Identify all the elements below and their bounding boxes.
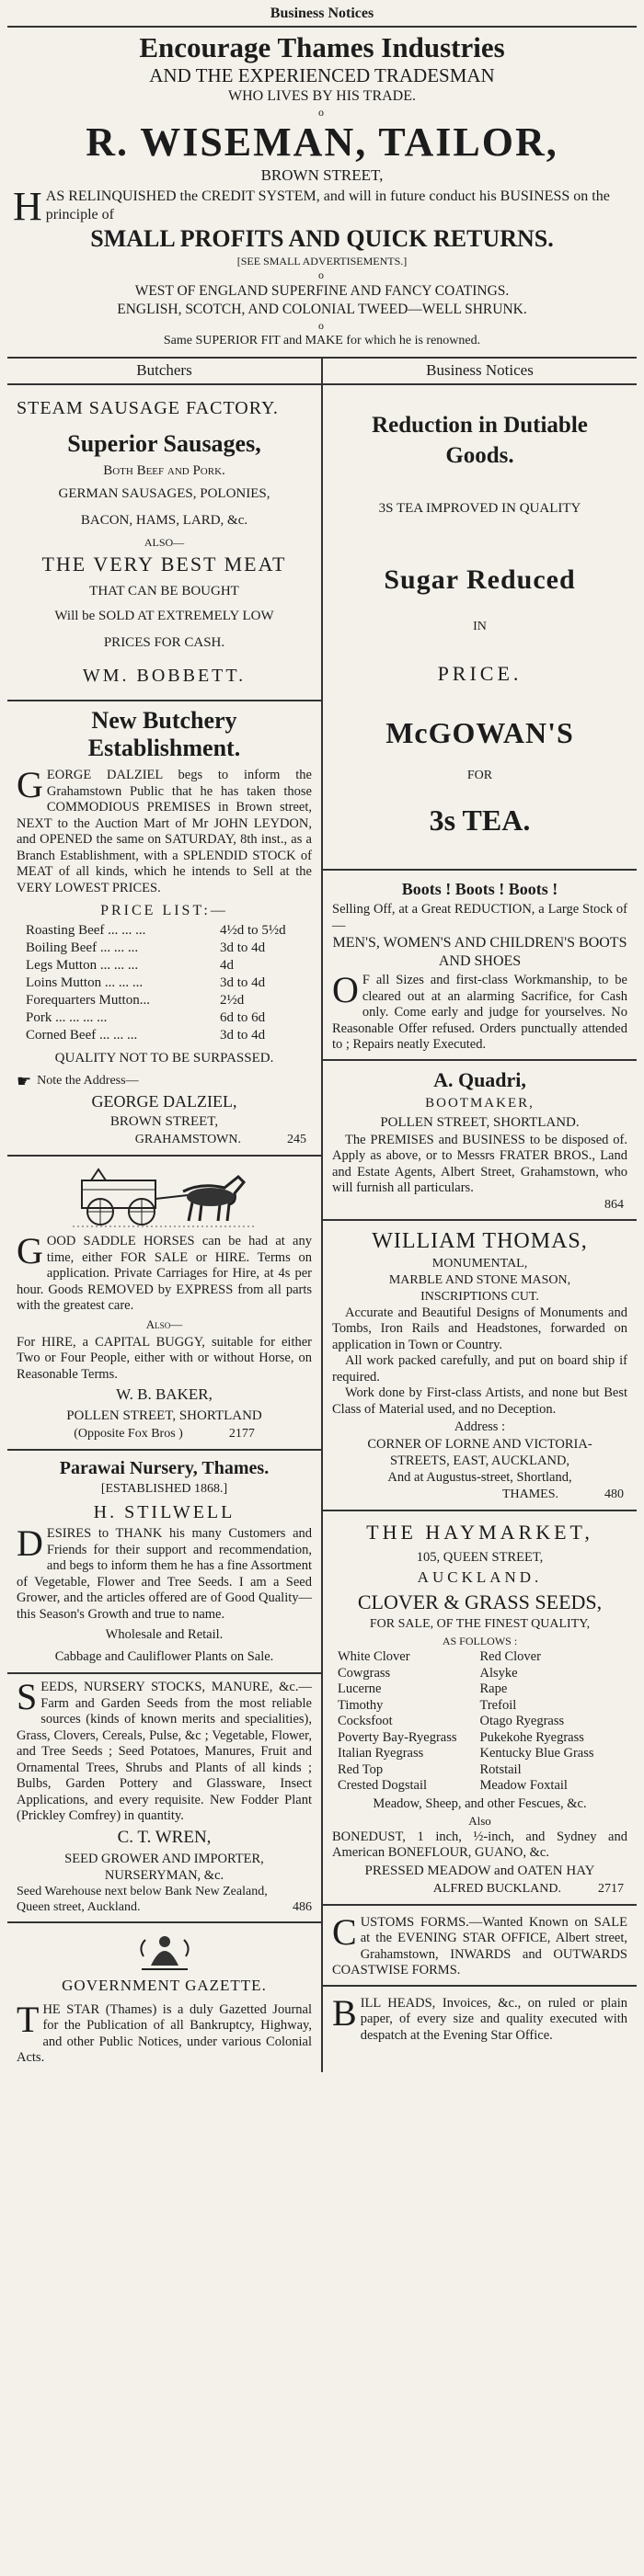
gazette-dropcap: T [17,2001,40,2040]
seed-item: Poverty Bay-Ryegrass [338,1729,457,1745]
price-value: 6d to 6d [220,1010,266,1025]
horses-opposite: (Opposite Fox Bros ) [74,1427,183,1441]
seed-item: Alsyke [479,1665,518,1681]
price-list [17,922,312,1044]
price-row [26,1009,303,1027]
haymarket-sub: FOR SALE, OF THE FINEST QUALITY, [369,1617,591,1631]
thomas-address-3: And at Augustus-street, Shortland, [387,1470,572,1485]
nursery-wholesale: Wholesale and Retail. [105,1627,224,1642]
thomas-body-2: All work packed carefully, and put on board ship if required. [332,1353,627,1385]
left-column-heading: Butchers [136,361,192,379]
price-list-title: PRICE LIST:— [100,903,228,918]
wren-title-2: NURSERYMAN, &c. [104,1867,224,1883]
gazette-title: GOVERNMENT GAZETTE. [62,1976,267,1994]
price-item: Loins Mutton ... ... ... [26,975,144,990]
price-row [26,957,303,975]
boots-ad [323,871,637,1059]
boots-body: F all Sizes and first-class Workmanship, to be cleared out at an alarming Sacrifice, for Cash only. Come early and judge for yourselves. No Reasonable Offer refused. Orders punctually attended to ; Repairs neatly Executed. [332,973,627,1052]
header-title: Business Notices [270,6,374,21]
price-value: 4½d to 5½d [220,923,286,938]
sausage-prices: PRICES FOR CASH. [103,635,225,650]
haymarket-pressed: PRESSED MEADOW and OATEN HAY [364,1863,595,1878]
butchery-dropcap: G [17,768,43,805]
customs-dropcap: C [332,1914,357,1953]
price-item: Legs Mutton ... ... ... [26,958,139,973]
seed-item: Timothy [338,1697,384,1713]
wiseman-ornament: o [318,106,326,119]
sausage-title: STEAM SAUSAGE FACTORY. [17,398,279,418]
haymarket-meadow: Meadow, Sheep, and other Fescues, &c. [373,1795,587,1811]
mcgowan-ad [323,385,637,869]
page-header [7,0,637,26]
thomas-ad [323,1221,637,1510]
mcgowan-price: PRICE. [437,662,523,685]
horses-street: POLLEN STREET, SHORTLAND [66,1408,262,1423]
mcgowan-tea-improved: 3S TEA IMPROVED IN QUALITY [378,501,581,516]
seed-item: Rotstail [479,1761,522,1777]
thomas-address-1: CORNER OF LORNE AND VICTORIA- [367,1437,592,1452]
horses-num: 2177 [228,1427,255,1441]
gazette-body: HE STAR (Thames) is a duly Gazetted Journal for the Publication of all Bankruptcy, Highway, and other Public Notices, under various Colonial Acts. [17,2001,312,2065]
thomas-num: 480 [604,1487,624,1501]
price-row [26,975,303,992]
quadri-trade: BOOTMAKER, [425,1095,535,1111]
price-value: 3d to 4d [220,975,266,990]
sausage-german: GERMAN SAUSAGES, POLONIES, [58,486,270,501]
price-value: 3d to 4d [220,1028,266,1043]
quadri-name: A. Quadri, [433,1067,526,1091]
wren-dropcap: S [17,1680,38,1717]
wren-num: 486 [293,1900,312,1914]
horses-also: Also— [145,1316,183,1331]
sausage-sold: Will be SOLD AT EXTREMELY LOW [54,609,274,623]
nursery-ad [7,1451,321,1672]
seed-item: Otago Ryegrass [479,1714,565,1728]
pointing-hand-icon: ☛ [17,1072,32,1090]
thomas-body-3: Work done by First-class Artists, and none but Best Class of Material used, and no Deception. [332,1385,627,1417]
wiseman-ornament-3: o [318,319,326,332]
seed-list-col-2 [480,1649,623,1795]
price-item: Roasting Beef ... ... ... [26,923,146,938]
quadri-num: 864 [604,1197,624,1212]
nursery-established: [ESTABLISHED 1868.] [100,1482,228,1496]
seed-item: Pukekohe Ryegrass [479,1729,584,1745]
boots-dropcap: O [332,973,359,1010]
sausage-best-meat: THE VERY BEST MEAT [41,553,287,576]
wiseman-ornament-2: o [318,268,326,281]
thomas-town: THAMES. [501,1487,558,1501]
left-column [7,359,321,2072]
horses-ad [7,1157,321,1449]
butchery-body: EORGE DALZIEL begs to inform the Grahamstown Public that he has taken those COMMODIOUS PREMISES in Brown street, NEXT to the Auction Mart of Mr JOHN LEYDON, and OPENED the same on SATURDAY, 8th inst., as a Branch Establishment, with a SPLENDID STOCK of MEAT of all kinds, which he intends to Sell at the VERY LOWEST PRICES. [17,768,312,895]
quadri-street: POLLEN STREET, SHORTLAND. [380,1114,580,1130]
horses-owner: W. B. BAKER, [116,1385,213,1403]
customs-body: USTOMS FORMS.—Wanted Known on SALE at the EVENING STAR OFFICE, Albert street, Grahamstown, INWARDS and OUTWARDS COASTWISE FORMS. [332,1914,627,1978]
seed-item: Crested Dogstail [338,1778,428,1793]
two-column-section [7,359,637,2072]
butchery-num: 245 [287,1133,306,1146]
billheads-dropcap: B [332,1995,357,2034]
wiseman-ad [7,28,637,357]
seed-item: Lucerne [338,1681,382,1696]
wren-owner: C. T. WREN, [117,1827,212,1847]
price-item: Boiling Beef ... ... ... [26,940,139,955]
mcgowan-sugar: Sugar Reduced [384,564,576,595]
wren-ad [7,1674,321,1921]
butchery-town: GRAHAMSTOWN. [134,1133,241,1146]
wiseman-body: AS RELINQUISHED the CREDIT SYSTEM, and will in future conduct his BUSINESS on the principle of [45,188,610,222]
seed-item: Cocksfoot [338,1714,393,1728]
mcgowan-for: FOR [466,769,493,782]
sausage-factory-ad [7,385,321,700]
price-item: Forequarters Mutton... [26,993,150,1008]
customs-ad [323,1906,637,1985]
price-row [26,940,303,957]
haymarket-bonedust: BONEDUST, 1 inch, ½-inch, and Sydney and American BONEFLOUR, GUANO, &c. [332,1829,627,1860]
wiseman-subline: AND THE EXPERIENCED TRADESMAN [149,64,495,86]
price-row [26,922,303,940]
price-item: Pork ... ... ... ... [26,1010,108,1025]
seed-item: Red Clover [479,1649,541,1664]
sausage-bacon: BACON, HAMS, LARD, &c. [80,513,248,528]
seed-item: Meadow Foxtail [479,1778,568,1793]
butchery-owner: GEORGE DALZIEL, [91,1092,237,1111]
butchery-street: BROWN STREET, [109,1114,219,1129]
thomas-title-2: MARBLE AND STONE MASON, [388,1272,571,1287]
butchery-note-row [17,1072,312,1090]
nursery-plants: Cabbage and Cauliflower Plants on Sale. [54,1649,274,1664]
wren-title-1: SEED GROWER AND IMPORTER, [64,1851,264,1866]
haymarket-title: CLOVER & GRASS SEEDS, [357,1590,603,1613]
nursery-owner: H. STILWELL [93,1502,236,1522]
thomas-address-2: STREETS, EAST, AUCKLAND, [389,1453,570,1468]
thomas-address-label: Address : [454,1419,506,1434]
billheads-ad [323,1987,637,2050]
wiseman-name: R. WISEMAN, TAILOR, [86,120,558,165]
haymarket-city: AUCKLAND. [417,1568,543,1586]
thomas-title-3: INSCRIPTIONS CUT. [420,1289,539,1304]
sausage-bought: THAT CAN BE BOUGHT [89,584,239,598]
mcgowan-3s-tea: 3s TEA. [429,804,531,837]
mcgowan-title-2: Goods. [445,443,514,468]
wiseman-coatings-2: ENGLISH, SCOTCH, AND COLONIAL TWEED—WELL SHRUNK. [117,302,527,317]
horse-carriage-illustration-icon [17,1164,312,1228]
newspaper-page [7,0,637,2576]
seed-item: Italian Ryegrass [338,1746,424,1761]
seed-item: Rape [479,1681,508,1696]
wiseman-fit: Same SUPERIOR FIT and MAKE for which he is renowned. [163,334,481,348]
haymarket-also: Also [468,1813,491,1828]
right-column-heading: Business Notices [426,361,534,379]
wiseman-subline2: WHO LIVES BY HIS TRADE. [228,88,416,104]
right-column [323,359,637,2049]
sausage-owner: WM. BOBBETT. [82,666,247,686]
sausage-superior: Superior Sausages, [67,430,261,457]
mcgowan-name: McGOWAN'S [385,716,574,749]
seed-item: Kentucky Blue Grass [479,1746,594,1761]
boots-title: Boots ! Boots ! Boots ! [401,880,558,898]
seed-item: Trefoil [479,1697,517,1713]
seed-item: Cowgrass [338,1665,391,1681]
wiseman-street: BROWN STREET, [260,166,384,184]
price-row [26,1027,303,1044]
wiseman-headline: Encourage Thames Industries [139,31,505,63]
boots-selling: Selling Off, at a Great REDUCTION, a Large Stock of— [332,902,627,933]
seed-item: White Clover [338,1649,410,1664]
horses-body: OOD SADDLE HORSES can be had at any time, either FOR SALE or HIRE. Terms on application. Private Carriages for Hire, at 4s per hour. Goods REMOVED by EXPRESS from all parts with the greatest care. [17,1234,312,1313]
seed-list [332,1649,627,1795]
butchery-quality: QUALITY NOT TO BE SURPASSED. [54,1051,274,1066]
butchery-title: New Butchery Establishment. [87,707,241,761]
boots-kinds: MEN'S, WOMEN'S AND CHILDREN'S BOOTS AND SHOES [332,935,627,969]
nursery-body: ESIRES to THANK his many Customers and Friends for their support and recommendation, and begs to inform them he has a fine Assortment of Vegetable, Flower and Tree Seeds. I am a Seed Grower, and the articles offered are of Good Quality—this Season's Growth and true to name. [17,1526,312,1622]
sausage-both: Both Beef and Pork. [103,463,225,478]
quadri-ad [323,1061,637,1219]
haymarket-num: 2717 [598,1881,624,1896]
gazette-ad [7,1923,321,2072]
nursery-dropcap: D [17,1526,43,1564]
wiseman-slogan: SMALL PROFITS AND QUICK RETURNS. [90,225,554,252]
price-value: 2½d [220,993,245,1008]
mcgowan-title-1: Reduction in Dutiable [372,413,588,438]
price-value: 4d [220,958,234,973]
price-item: Corned Beef ... ... ... [26,1028,138,1043]
nursery-title: Parawai Nursery, Thames. [59,1458,270,1478]
wiseman-see: [SEE SMALL ADVERTISEMENTS.] [236,255,408,268]
haymarket-follows: AS FOLLOWS : [442,1635,518,1647]
seed-item: Red Top [338,1761,384,1777]
thomas-name: WILLIAM THOMAS, [372,1228,588,1253]
sausage-also: ALSO— [144,536,185,549]
thomas-body-1: Accurate and Beautiful Designs of Monuments and Tombs, Iron Rails and Headstones, forwarded on application in Town or Country. [332,1305,627,1352]
wren-body: EEDS, NURSERY STOCKS, MANURE, &c.—Farm and Garden Seeds from the most reliable sources (kinds of known merits and specialities), Grass, Clovers, Cereals, Pulse, &c ; Vegetable, Flower, and Tree Seeds ; Seed Potatoes, Manures, Fruit and Ornamental Trees, Shrubs and Plants of all kinds ; Bulbs, Garden Pottery and Glassware, Insect Applications, and every requisite. New Fodder Plant (Prickley Comfrey) in quantity. [17,1680,312,1823]
haymarket-name: THE HAYMARKET, [366,1521,593,1544]
royal-crest-icon [17,1929,312,1975]
billheads-body: ILL HEADS, Invoices, &c., on ruled or plain paper, of every size and quality executed with despatch at the Evening Star Office. [360,1995,627,2043]
wren-address: Seed Warehouse next below Bank New Zealand, Queen street, Auckland. [17,1884,268,1914]
mcgowan-in: IN [473,620,487,633]
quadri-body: The PREMISES and BUSINESS to be disposed of. Apply as above, or to Messrs FRATER BROS., Land and Estate Agents, Albert Street, Grahamstown, who will furnish all particulars. [332,1132,627,1195]
thomas-title-1: MONUMENTAL, [431,1256,528,1271]
price-value: 3d to 4d [220,940,266,955]
horses-buggy: For HIRE, a CAPITAL BUGGY, suitable for either Two or Four People, either with or without Horse, on Reasonable Terms. [17,1334,312,1382]
haymarket-ad [323,1511,637,1904]
horses-dropcap: G [17,1234,43,1271]
haymarket-owner: ALFRED BUCKLAND. [432,1881,561,1896]
butchery-note: Note the Address— [37,1074,139,1088]
seed-list-col-1 [338,1649,480,1795]
price-row [26,992,303,1009]
butchery-ad [7,701,321,1155]
haymarket-street: 105, QUEEN STREET, [416,1550,544,1565]
wiseman-coatings-1: WEST OF ENGLAND SUPERFINE AND FANCY COATINGS. [134,283,510,299]
wiseman-dropcap: H [13,188,42,224]
